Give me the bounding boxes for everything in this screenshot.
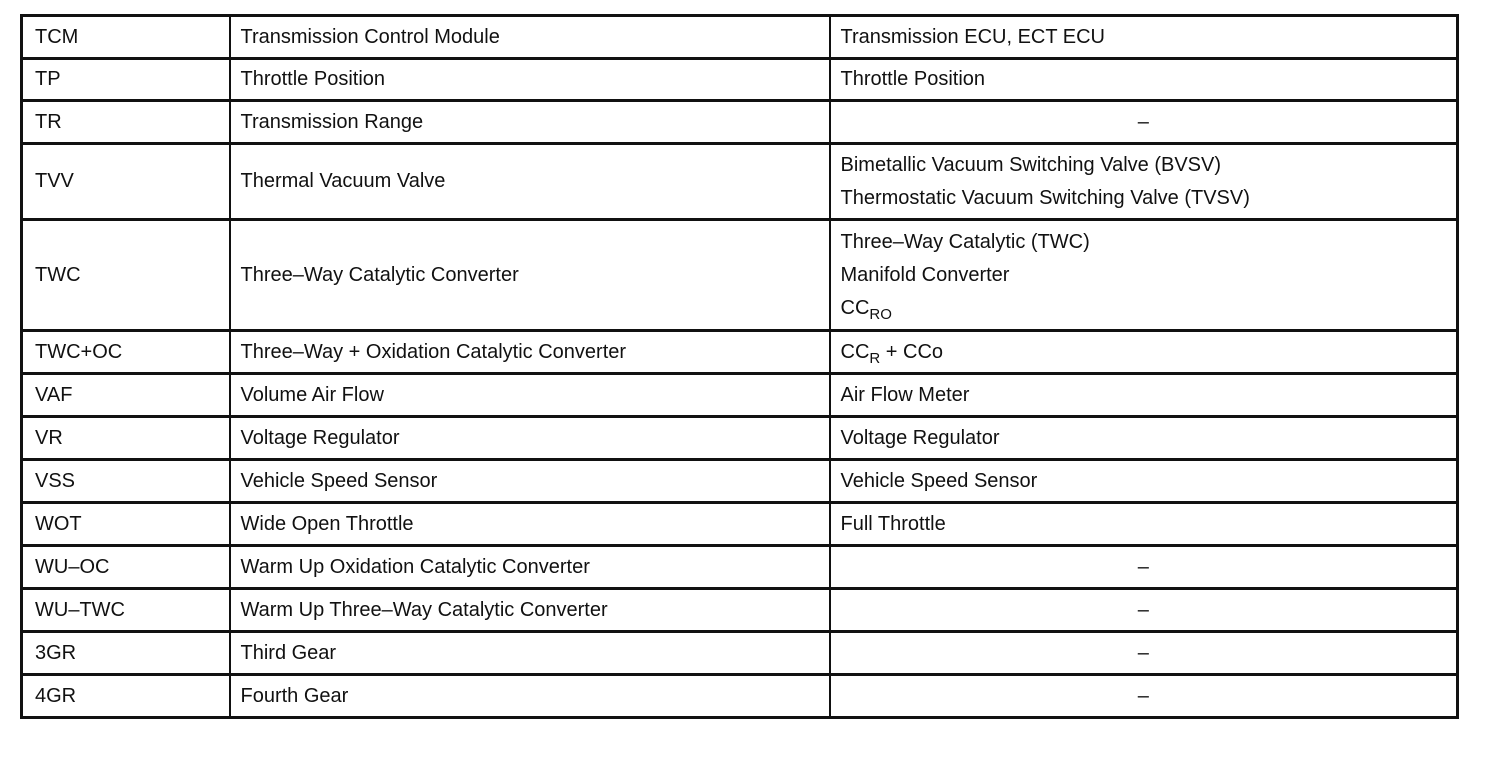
abbreviation-cell: VAF: [22, 374, 230, 417]
abbreviation-cell: TWC+OC: [22, 331, 230, 374]
equivalent-base-text: CC: [840, 340, 870, 363]
equivalent-cell: [830, 220, 1458, 331]
equivalent-rest-text: + CCo: [880, 340, 944, 363]
equivalent-line: Three–Way Catalytic (TWC): [840, 230, 1090, 253]
equivalent-line: Bimetallic Vacuum Switching Valve (BVSV): [840, 153, 1222, 176]
equivalent-line: Voltage Regulator: [840, 426, 1000, 449]
equivalent-line: –: [1137, 598, 1149, 621]
equivalent-line: Thermostatic Vacuum Switching Valve (TVSV): [840, 186, 1250, 209]
abbreviation-cell: TP: [22, 59, 230, 101]
table-row: [22, 374, 1458, 417]
table-row: [22, 220, 1458, 331]
abbreviation-cell: TWC: [22, 220, 230, 331]
table-row: [22, 101, 1458, 144]
equivalent-cell: [830, 546, 1458, 589]
abbreviation-cell: TR: [22, 101, 230, 144]
equivalent-line: –: [1137, 684, 1149, 707]
abbreviation-cell: VR: [22, 417, 230, 460]
term-cell: Vehicle Speed Sensor: [230, 460, 830, 503]
table-row: [22, 503, 1458, 546]
equivalent-cell: [830, 144, 1458, 220]
equivalent-cell: [830, 589, 1458, 632]
equivalent-cell: [830, 417, 1458, 460]
abbreviation-cell: WU–TWC: [22, 589, 230, 632]
table-row: [22, 675, 1458, 718]
equivalent-line: –: [1137, 110, 1149, 133]
term-cell: Throttle Position: [230, 59, 830, 101]
table-row: [22, 417, 1458, 460]
table-row: [22, 16, 1458, 59]
equivalent-line: Air Flow Meter: [840, 383, 970, 406]
term-cell: Warm Up Three–Way Catalytic Converter: [230, 589, 830, 632]
equivalent-line: [841, 292, 1447, 325]
table-row: [22, 632, 1458, 675]
term-cell: Transmission Control Module: [230, 16, 830, 59]
term-cell: Thermal Vacuum Valve: [230, 144, 830, 220]
term-cell: Three–Way + Oxidation Catalytic Converter: [230, 331, 830, 374]
equivalent-line: Manifold Converter: [840, 263, 1010, 286]
term-cell: Volume Air Flow: [230, 374, 830, 417]
equivalent-line: [841, 336, 1447, 369]
equivalent-subscript: R: [869, 349, 881, 367]
table-row: [22, 589, 1458, 632]
table-row: [22, 144, 1458, 220]
abbreviation-cell: 3GR: [22, 632, 230, 675]
table-row: [22, 59, 1458, 101]
equivalent-cell: [830, 59, 1458, 101]
equivalent-cell: [830, 374, 1458, 417]
term-cell: Warm Up Oxidation Catalytic Converter: [230, 546, 830, 589]
equivalent-cell: [830, 101, 1458, 144]
equivalent-base-text: CC: [840, 296, 870, 319]
equivalent-line: Transmission ECU, ECT ECU: [840, 25, 1105, 48]
term-cell: Voltage Regulator: [230, 417, 830, 460]
table-row: [22, 460, 1458, 503]
term-cell: Three–Way Catalytic Converter: [230, 220, 830, 331]
equivalent-cell: [830, 503, 1458, 546]
abbreviation-cell: 4GR: [22, 675, 230, 718]
term-cell: Fourth Gear: [230, 675, 830, 718]
table-row: [22, 331, 1458, 374]
abbreviation-cell: VSS: [22, 460, 230, 503]
abbreviation-cell: TVV: [22, 144, 230, 220]
term-cell: Third Gear: [230, 632, 830, 675]
equivalent-cell: [830, 16, 1458, 59]
equivalent-cell: [830, 675, 1458, 718]
table-row: [22, 546, 1458, 589]
equivalent-cell: [830, 632, 1458, 675]
equivalent-cell: [830, 331, 1458, 374]
term-cell: Transmission Range: [230, 101, 830, 144]
equivalent-line: Throttle Position: [840, 68, 986, 90]
abbreviation-cell: WOT: [22, 503, 230, 546]
abbreviation-cell: WU–OC: [22, 546, 230, 589]
equivalent-line: –: [1137, 641, 1149, 664]
abbreviation-table: [20, 14, 1459, 719]
equivalent-line: Full Throttle: [840, 512, 946, 535]
abbreviation-cell: TCM: [22, 16, 230, 59]
equivalent-line: –: [1137, 555, 1149, 578]
equivalent-cell: [830, 460, 1458, 503]
term-cell: Wide Open Throttle: [230, 503, 830, 546]
equivalent-line: Vehicle Speed Sensor: [840, 469, 1038, 492]
equivalent-subscript: RO: [869, 305, 892, 323]
